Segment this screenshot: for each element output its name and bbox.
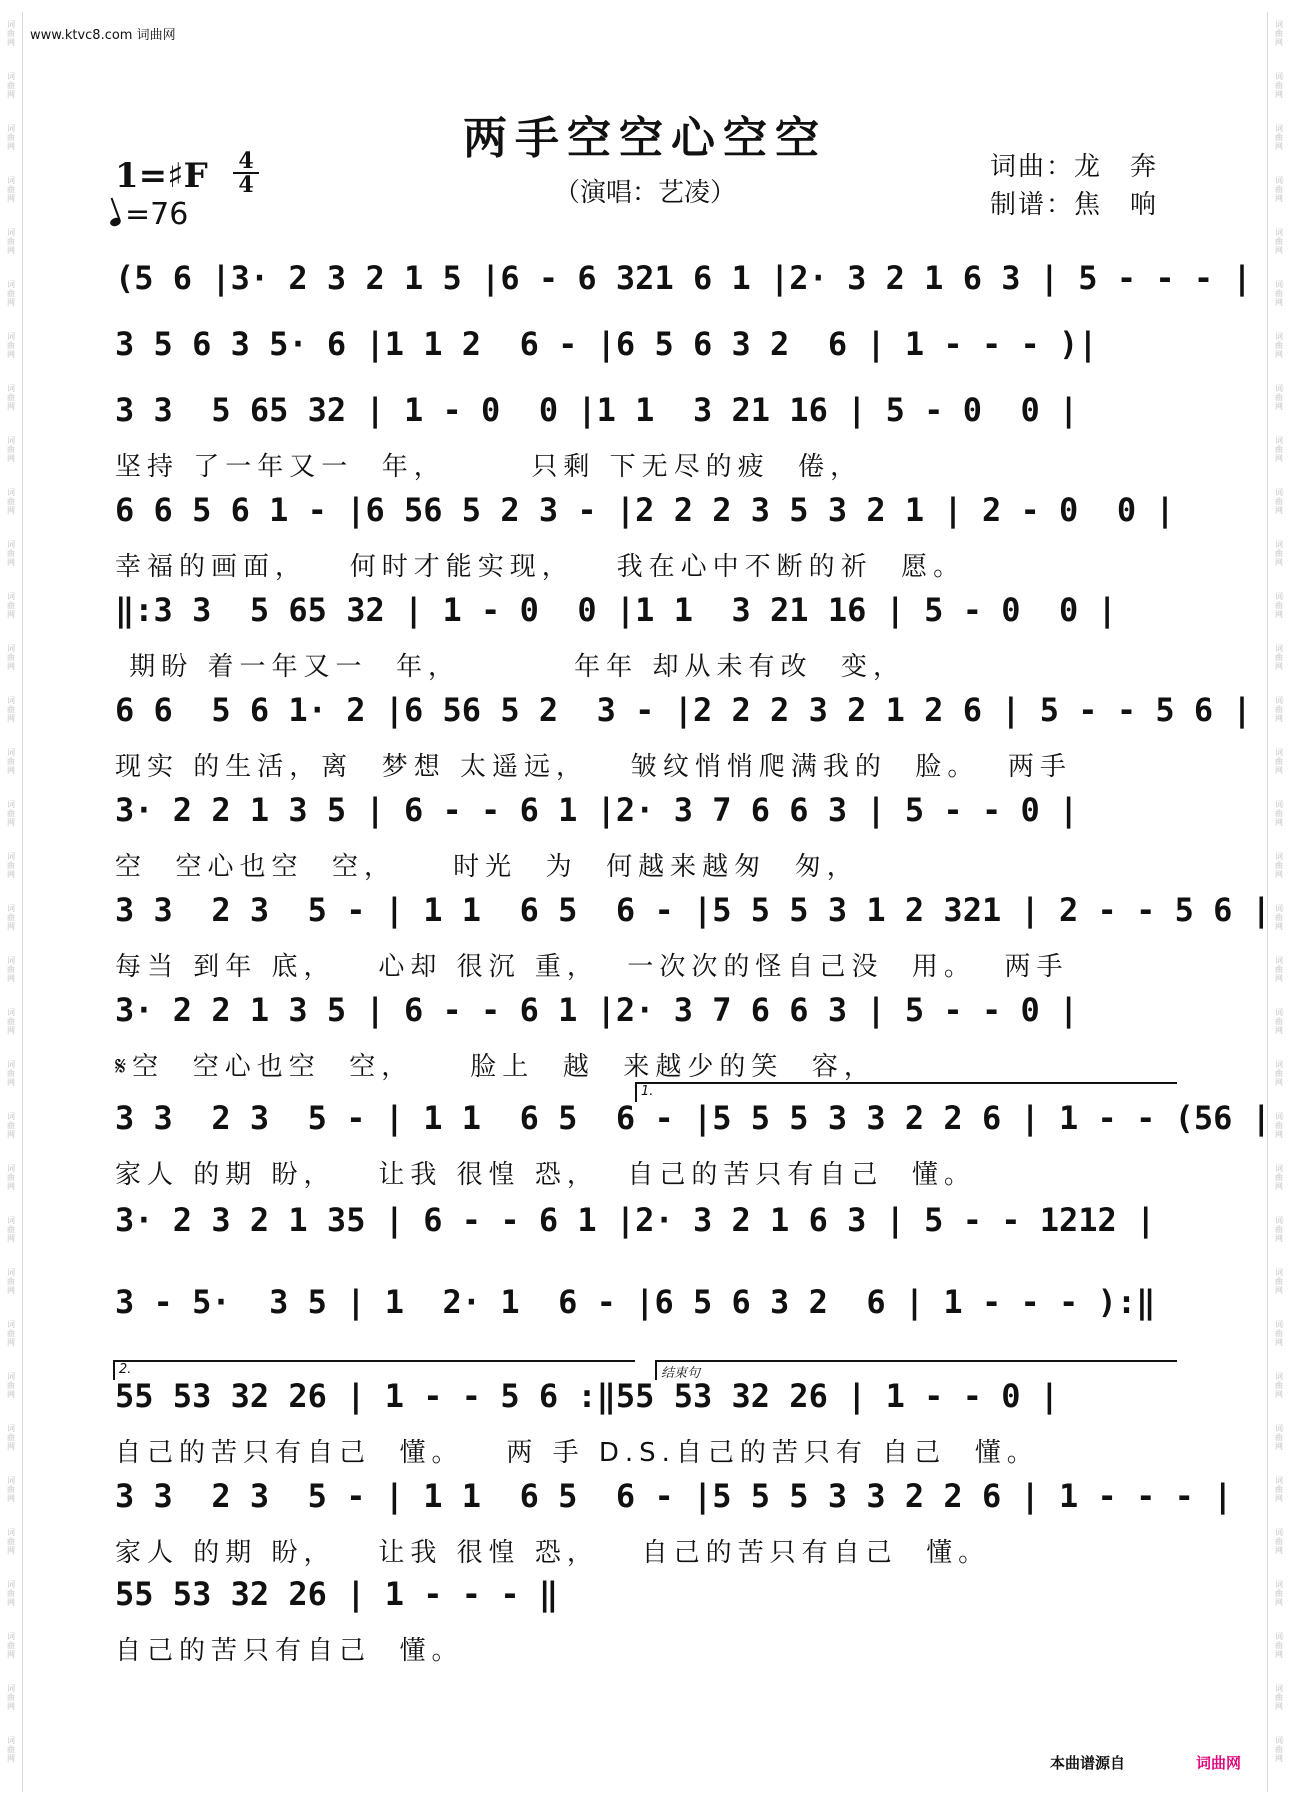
watermark-text: 词 曲 网 [7, 176, 15, 203]
notation-line: 3· 2 3 2 1 35 | 6 - - 6 1 |2· 3 2 1 6 3 | 5 - - 1212 | [115, 1201, 1156, 1239]
watermark-text: 词 曲 网 [7, 1424, 15, 1451]
lyrics-line: 家人 的期 盼， 让我 很惶 恐， 自己的苦只有自己 懂。 [115, 1538, 991, 1568]
right-watermark-strip [1272, 20, 1286, 1790]
watermark-text: 词 曲 网 [7, 1372, 15, 1399]
time-signature-denominator: 4 [238, 172, 254, 198]
watermark-text: 词 曲 网 [1275, 1372, 1283, 1399]
watermark-text: 词 曲 网 [7, 1216, 15, 1243]
notation-line: 3· 2 2 1 3 5 | 6 - - 6 1 |2· 3 7 6 6 3 | 5 - - 0 | [115, 991, 1079, 1029]
lyrics-line: 家人 的期 盼， 让我 很惶 恐， 自己的苦只有自己 懂。 [115, 1160, 976, 1190]
watermark-text: 词 曲 网 [1275, 1736, 1283, 1763]
watermark-text: 词 曲 网 [7, 332, 15, 359]
notation-line: 6 6 5 6 1 - |6 56 5 2 3 - |2 2 2 3 5 3 2 1 | 2 - 0 0 | [115, 491, 1175, 529]
notation-line: ‖:3 3 5 65 32 | 1 - 0 0 |1 1 3 21 16 | 5 - 0 0 | [115, 591, 1117, 629]
watermark-text: 词 曲 网 [1275, 176, 1283, 203]
quarter-note-icon [109, 216, 122, 227]
time-signature-numerator: 4 [233, 150, 259, 174]
watermark-text: 词 曲 网 [1275, 956, 1283, 983]
watermark-text: 词 曲 网 [7, 904, 15, 931]
lyrics-line: 期盼 着一年又一 年， 年年 却从未有改 变， [115, 652, 905, 682]
watermark-text: 词 曲 网 [1275, 1164, 1283, 1191]
watermark-text: 词 曲 网 [1275, 540, 1283, 567]
watermark-text: 词 曲 网 [1275, 1632, 1283, 1659]
watermark-text: 词 曲 网 [1275, 20, 1283, 47]
watermark-text: 词 曲 网 [1275, 228, 1283, 255]
watermark-text: 词 曲 网 [1275, 800, 1283, 827]
notation-line: 55 53 32 26 | 1 - - - ‖ [115, 1575, 559, 1613]
site-url[interactable]: www.ktvc8.com 词曲网 [30, 28, 176, 43]
notation-line: 6 6 5 6 1· 2 |6 56 5 2 3 - |2 2 2 3 2 1 2 6 | 5 - - 5 6 | [115, 691, 1252, 729]
volta-number: 1. [641, 1084, 654, 1099]
volta-number: 2. [119, 1362, 132, 1377]
watermark-text: 词 曲 网 [1275, 72, 1283, 99]
song-title: 两手空空心空空 [463, 113, 827, 164]
credits [990, 148, 1158, 224]
watermark-text: 词 曲 网 [7, 1060, 15, 1087]
notation-line: 3 3 2 3 5 - | 1 1 6 5 6 - |5 5 5 3 3 2 2 6 | 1 - - - | [115, 1477, 1233, 1515]
notation-line: 55 53 32 26 | 1 - - 5 6 :‖55 53 32 26 | 1 - - 0 | [115, 1377, 1060, 1415]
watermark-text: 词 曲 网 [1275, 488, 1283, 515]
lyrics-line: 𝄋空 空心也空 空， 脸上 越 来越少的笑 容， [115, 1052, 876, 1082]
lyrics-line: 坚持 了一年又一 年， 只剩 下无尽的疲 倦， [115, 452, 863, 482]
watermark-text: 词 曲 网 [7, 488, 15, 515]
footer-source-label: 本曲谱源自 [1050, 1754, 1126, 1772]
watermark-text: 词 曲 网 [1275, 1424, 1283, 1451]
tempo-value: =76 [125, 197, 189, 232]
watermark-text: 词 曲 网 [1275, 1008, 1283, 1035]
watermark-text: 词 曲 网 [7, 1164, 15, 1191]
watermark-text: 词 曲 网 [7, 592, 15, 619]
watermark-text: 词 曲 网 [7, 1580, 15, 1607]
watermark-text: 词 曲 网 [7, 956, 15, 983]
watermark-text: 词 曲 网 [7, 800, 15, 827]
watermark-text: 词 曲 网 [7, 1632, 15, 1659]
left-watermark-strip [4, 20, 18, 1790]
watermark-text: 词 曲 网 [1275, 1476, 1283, 1503]
watermark-text: 词 曲 网 [1275, 436, 1283, 463]
notation-line: (5 6 |3· 2 3 2 1 5 |6 - 6 321 6 1 |2· 3 2 1 6 3 | 5 - - - | [115, 259, 1252, 297]
watermark-text: 词 曲 网 [1275, 1268, 1283, 1295]
performer: （演唱：艺凌） [553, 178, 736, 208]
watermark-text: 词 曲 网 [1275, 1112, 1283, 1139]
notation-line: 3· 2 2 1 3 5 | 6 - - 6 1 |2· 3 7 6 6 3 | 5 - - 0 | [115, 791, 1079, 829]
notation-line: 3 3 5 65 32 | 1 - 0 0 |1 1 3 21 16 | 5 - 0 0 | [115, 391, 1079, 429]
watermark-text: 词 曲 网 [7, 1268, 15, 1295]
watermark-text: 词 曲 网 [7, 20, 15, 47]
watermark-text: 词 曲 网 [7, 1112, 15, 1139]
watermark-text: 词 曲 网 [1275, 1060, 1283, 1087]
watermark-text: 词 曲 网 [1275, 904, 1283, 931]
watermark-text: 词 曲 网 [7, 228, 15, 255]
watermark-text: 词 曲 网 [1275, 384, 1283, 411]
watermark-text: 词 曲 网 [1275, 592, 1283, 619]
watermark-text: 词 曲 网 [7, 1736, 15, 1763]
watermark-text: 词 曲 网 [7, 1528, 15, 1555]
lyrics-line: 自己的苦只有自己 懂。 两 手 D.S.自己的苦只有 自己 懂。 [115, 1438, 1039, 1468]
notation-line: 3 - 5· 3 5 | 1 2· 1 6 - |6 5 6 3 2 6 | 1 - - - ):‖ [115, 1283, 1156, 1321]
lyricist-composer: 词曲：龙 奔 [990, 152, 1159, 182]
lyrics-line: 空 空心也空 空， 时光 为 何越来越匆 匆， [115, 852, 859, 882]
watermark-text: 词 曲 网 [1275, 748, 1283, 775]
watermark-text: 词 曲 网 [7, 1684, 15, 1711]
coda-label: 结束句 [661, 1366, 701, 1381]
lyrics-line: 幸福的画面， 何时才能实现， 我在心中不断的祈 愿。 [115, 552, 966, 582]
watermark-text: 词 曲 网 [1275, 1216, 1283, 1243]
watermark-text: 词 曲 网 [7, 72, 15, 99]
notation-line: 3 3 2 3 5 - | 1 1 6 5 6 - |5 5 5 3 1 2 321 | 2 - - 5 6 | [115, 891, 1271, 929]
watermark-text: 词 曲 网 [1275, 1684, 1283, 1711]
watermark-text: 词 曲 网 [7, 748, 15, 775]
watermark-text: 词 曲 网 [1275, 332, 1283, 359]
watermark-text: 词 曲 网 [1275, 852, 1283, 879]
watermark-text: 词 曲 网 [7, 384, 15, 411]
watermark-text: 词 曲 网 [7, 644, 15, 671]
watermark-text: 词 曲 网 [7, 124, 15, 151]
lyrics-line: 自己的苦只有自己 懂。 [115, 1636, 464, 1666]
watermark-text: 词 曲 网 [7, 1008, 15, 1035]
watermark-text: 词 曲 网 [1275, 280, 1283, 307]
watermark-text: 词 曲 网 [1275, 1580, 1283, 1607]
watermark-text: 词 曲 网 [7, 1320, 15, 1347]
watermark-text: 词 曲 网 [1275, 1528, 1283, 1555]
footer-brand[interactable]: 词曲网 [1196, 1754, 1242, 1772]
watermark-text: 词 曲 网 [1275, 124, 1283, 151]
lyrics-line: 现实 的生活，离 梦想 太遥远， 皱纹悄悄爬满我的 脸。 两手 [115, 752, 1072, 782]
watermark-text: 词 曲 网 [7, 280, 15, 307]
transcriber: 制谱：焦 响 [990, 190, 1159, 220]
key-signature: 1=♯F [115, 156, 208, 196]
watermark-text: 词 曲 网 [7, 540, 15, 567]
watermark-text: 词 曲 网 [7, 696, 15, 723]
lyrics-line: 每当 到年 底， 心却 很沉 重， 一次次的怪自己没 用。 两手 [115, 952, 1069, 982]
watermark-text: 词 曲 网 [1275, 644, 1283, 671]
watermark-text: 词 曲 网 [7, 436, 15, 463]
notation-line: 3 3 2 3 5 - | 1 1 6 5 6 - |5 5 5 3 3 2 2 6 | 1 - - (56 | [115, 1099, 1271, 1137]
watermark-text: 词 曲 网 [1275, 1320, 1283, 1347]
watermark-text: 词 曲 网 [7, 1476, 15, 1503]
watermark-text: 词 曲 网 [7, 852, 15, 879]
watermark-text: 词 曲 网 [1275, 696, 1283, 723]
notation-line: 3 5 6 3 5· 6 |1 1 2 6 - |6 5 6 3 2 6 | 1 - - - )| [115, 325, 1098, 363]
